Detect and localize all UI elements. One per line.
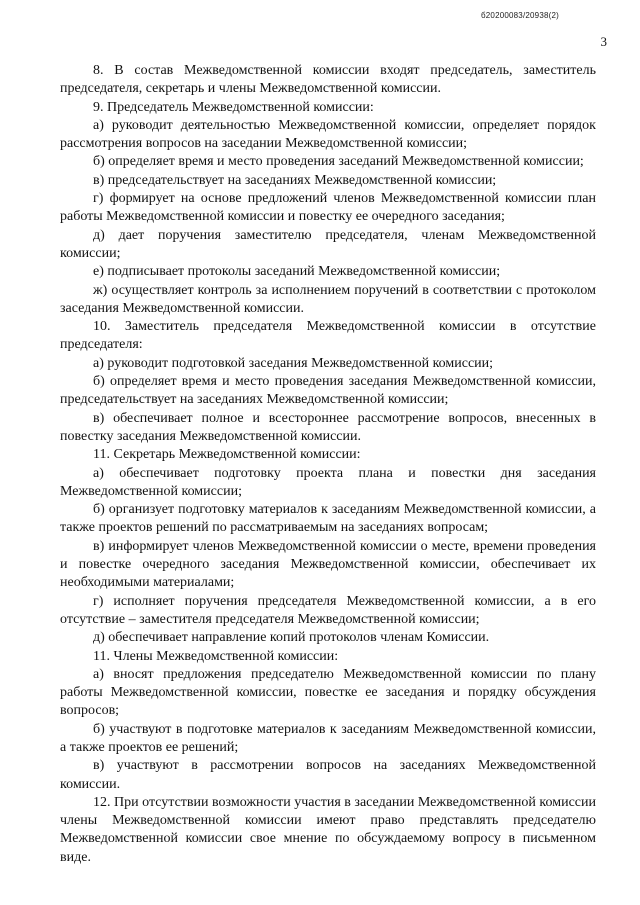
paragraph: в) обеспечивает полное и всестороннее рассмотрение вопросов, внесенных в повестку заседания Межведомственной комиссии.: [60, 410, 596, 444]
document-code: б20200083/20938(2): [480, 11, 560, 20]
paragraph: 11. Члены Межведомственной комиссии:: [93, 648, 339, 664]
paragraph: е) подписывает протоколы заседаний Межведомственной комиссии;: [93, 264, 501, 280]
document-body: [60, 62, 596, 867]
paragraph: а) руководит деятельностью Межведомственной комиссии, определяет порядок рассмотрения вопросов на заседании Межведомственной комиссии;: [60, 117, 596, 152]
paragraph: в) информирует членов Межведомственной комиссии о месте, времени проведения и повестке очередного заседания Межведомственной комиссии, обеспечивает их необходимыми материалами;: [60, 538, 596, 591]
paragraph: б) участвуют в подготовке материалов к заседаниям Межведомственной комиссии, а также проектов ее решений;: [60, 721, 596, 755]
paragraph: в) участвуют в рассмотрении вопросов на заседаниях Межведомственной комиссии.: [60, 758, 596, 792]
paragraph: г) формирует на основе предложений членов Межведомственной комиссии план работы Межведомственной комиссии и повестку ее очередного заседания;: [60, 191, 596, 225]
paragraph: ж) осуществляет контроль за исполнением поручений в соответствии с протоколом заседания Межведомственной комиссии.: [60, 282, 596, 316]
paragraph: б) определяет время и место проведения заседаний Межведомственной комиссии;: [93, 154, 584, 170]
paragraph: г) исполняет поручения председателя Межведомственной комиссии, а в его отсутствие – заместителя председателя Межведомственной комиссии;: [60, 593, 596, 627]
paragraph: 11. Секретарь Межведомственной комиссии:: [93, 447, 361, 463]
paragraph: д) обеспечивает направление копий протоколов членам Комиссии.: [93, 630, 490, 646]
paragraph: а) руководит подготовкой заседания Межведомственной комиссии;: [93, 355, 494, 371]
paragraph: б) организует подготовку материалов к заседаниям Межведомственной комиссии, а также проектов решений по рассматриваемым на заседаниях вопросам;: [60, 502, 596, 536]
paragraph: в) председательствует на заседаниях Межведомственной комиссии;: [93, 172, 497, 188]
paragraph: а) обеспечивает подготовку проекта плана и повестки дня заседания Межведомственной комиссии;: [60, 465, 596, 499]
page-number: 3: [600, 34, 607, 49]
paragraph: б) определяет время и место проведения заседания Межведомственной комиссии, председательствует на заседаниях Межведомственной комиссии;: [60, 374, 596, 408]
paragraph: д) дает поручения заместителю председателя, членам Межведомственной комиссии;: [60, 227, 596, 261]
paragraph: 8. В состав Межведомственной комиссии входят председатель, заместитель председателя, секретарь и члены Межведомственной комиссии.: [60, 63, 596, 97]
paragraph: 10. Заместитель председателя Межведомственной комиссии в отсутствие председателя:: [60, 319, 596, 353]
paragraph: 9. Председатель Межведомственной комиссии:: [93, 99, 374, 115]
paragraph: а) вносят предложения председателю Межведомственной комиссии по плану работы Межведомственной комиссии, повестке ее заседания и порядку обсуждения вопросов;: [60, 666, 596, 719]
paragraph: 12. При отсутствии возможности участия в заседании Межведомственной комиссии члены Межведомственной комиссии имеют право представлять председателю Межведомственной комиссии свое мнение по обсуждаемому вопросу в письменном виде.: [60, 794, 596, 865]
